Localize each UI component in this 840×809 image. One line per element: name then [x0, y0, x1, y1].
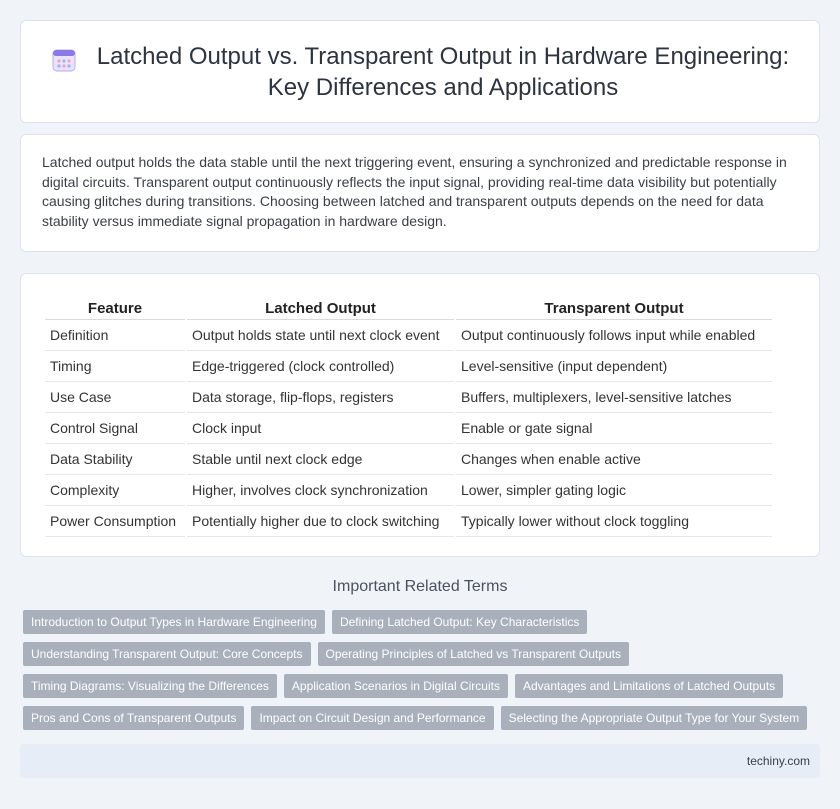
- related-term-tag[interactable]: Timing Diagrams: Visualizing the Differences: [23, 674, 277, 698]
- table-cell: Timing: [45, 351, 185, 382]
- table-cell: Typically lower without clock toggling: [456, 506, 772, 537]
- related-term-tag[interactable]: Understanding Transparent Output: Core Concepts: [23, 642, 311, 666]
- table-cell: Potentially higher due to clock switching: [187, 506, 454, 537]
- page-title-line2: Key Differences and Applications: [267, 73, 619, 101]
- table-cell: Clock input: [187, 413, 454, 444]
- table-cell: Output holds state until next clock event: [187, 320, 454, 351]
- table-cell: Lower, simpler gating logic: [456, 475, 772, 506]
- tag-row: [23, 642, 823, 666]
- table-cell: Stable until next clock edge: [187, 444, 454, 475]
- calendar-icon: [51, 47, 77, 73]
- table-row: [45, 413, 772, 444]
- page-title-line1: Latched Output vs. Transparent Output in Hardware Engineering:: [96, 42, 790, 70]
- table-row: [45, 506, 772, 537]
- footer-brand[interactable]: techiny.com: [746, 754, 810, 768]
- tag-row: [23, 610, 823, 634]
- table-cell: Edge-triggered (clock controlled): [187, 351, 454, 382]
- intro-paragraph: Latched output holds the data stable until the next triggering event, ensuring a synchronized and predictable response in digital circuits. Transparent output continuously reflects the input signal, providing real-time data visibility but potentially causing glitches during transitions. Choosing between latched and transparent outputs depends on the need for data stability versus immediate signal propagation in hardware design.: [42, 154, 787, 229]
- related-terms-list: [23, 610, 823, 738]
- title-card: [20, 20, 820, 123]
- related-term-tag[interactable]: Application Scenarios in Digital Circuits: [284, 674, 508, 698]
- comparison-table: [43, 294, 774, 537]
- header-latched: Latched Output: [187, 294, 454, 320]
- table-cell: Data Stability: [45, 444, 185, 475]
- related-term-tag[interactable]: Impact on Circuit Design and Performance: [251, 706, 493, 730]
- related-term-tag[interactable]: Advantages and Limitations of Latched Outputs: [515, 674, 783, 698]
- related-term-tag[interactable]: Defining Latched Output: Key Characteristics: [332, 610, 587, 634]
- table-cell: Changes when enable active: [456, 444, 772, 475]
- title-wrap: [21, 41, 819, 103]
- related-terms-title: Important Related Terms: [332, 578, 508, 595]
- related-term-tag[interactable]: Introduction to Output Types in Hardware Engineering: [23, 610, 325, 634]
- table-cell: Enable or gate signal: [456, 413, 772, 444]
- related-term-tag[interactable]: Pros and Cons of Transparent Outputs: [23, 706, 244, 730]
- table-row: [45, 382, 772, 413]
- table-cell: Output continuously follows input while enabled: [456, 320, 772, 351]
- related-term-tag[interactable]: Selecting the Appropriate Output Type for Your System: [501, 706, 808, 730]
- table-cell: Definition: [45, 320, 185, 351]
- table-cell: Data storage, flip-flops, registers: [187, 382, 454, 413]
- table-cell: Level-sensitive (input dependent): [456, 351, 772, 382]
- header-transparent: Transparent Output: [456, 294, 772, 320]
- table-cell: Use Case: [45, 382, 185, 413]
- comparison-card: [20, 273, 820, 557]
- intro-card: [20, 134, 820, 252]
- table-cell: Control Signal: [45, 413, 185, 444]
- header-feature: Feature: [45, 294, 185, 320]
- footer: [20, 744, 820, 778]
- table-cell: Power Consumption: [45, 506, 185, 537]
- table-row: [45, 475, 772, 506]
- table-cell: Higher, involves clock synchronization: [187, 475, 454, 506]
- table-row: [45, 320, 772, 351]
- page-title: [97, 41, 789, 103]
- table-row: [45, 444, 772, 475]
- tag-row: [23, 674, 823, 698]
- related-term-tag[interactable]: Operating Principles of Latched vs Transparent Outputs: [318, 642, 630, 666]
- tag-row: [23, 706, 823, 730]
- table-cell: Complexity: [45, 475, 185, 506]
- table-header-row: [45, 294, 772, 320]
- table-cell: Buffers, multiplexers, level-sensitive latches: [456, 382, 772, 413]
- table-row: [45, 351, 772, 382]
